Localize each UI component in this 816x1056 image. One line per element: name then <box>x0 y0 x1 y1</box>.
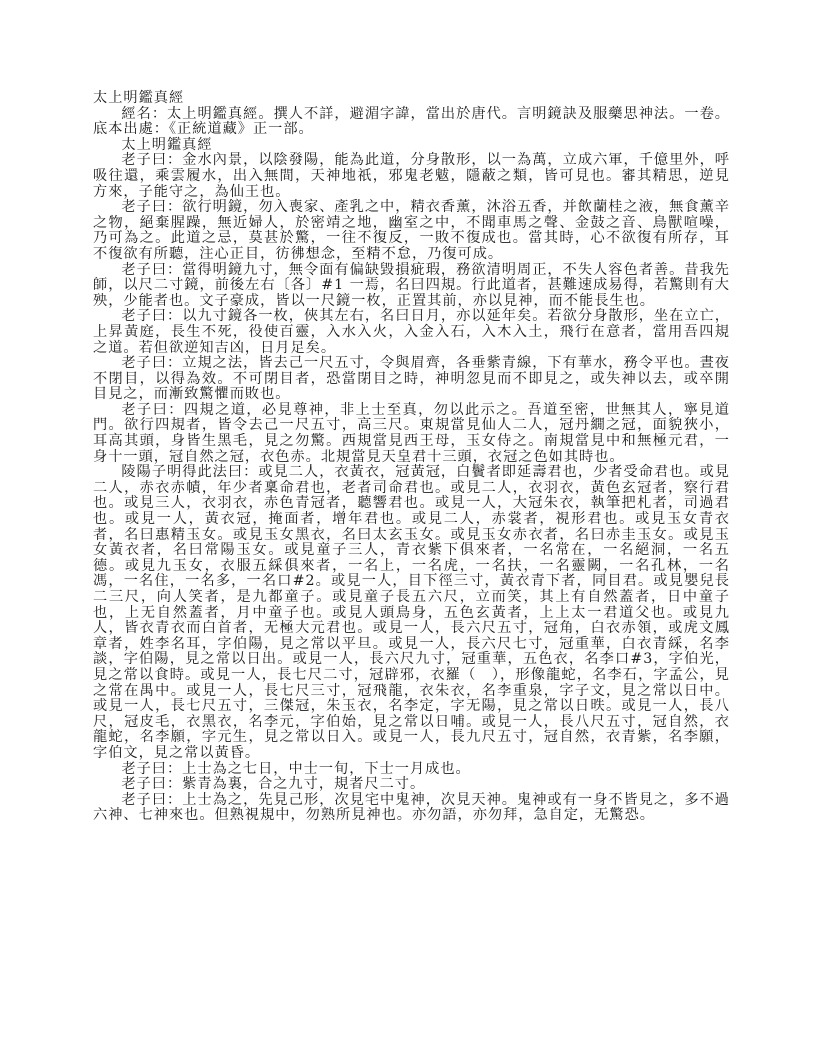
paragraph: 老子曰：以九寸鏡各一枚，俠其左右，名曰日月，亦以延年矣。若欲分身散形，坐在立亡，上昇黃庭，長生不死，役使百靈，入水入火，入金入石，入木入土，飛行在意者，當用吾四規之道。若但欲逆知吉凶，日月足矣。 <box>93 308 730 356</box>
doc-title: 太上明鑑真經 <box>93 90 185 106</box>
paragraph: 老子曰：立規之法，皆去己一尺五寸，令與眉齊，各垂紫青線，下有華水，務令平也。晝夜不閉目，以得為效。不可閉目者，恐當閉目之時，神明忽見而不即見之，或失神以去，或卒開目見之，而漸致驚懼而敗也。 <box>93 355 730 403</box>
paragraph: 老子曰：上士為之，先見己形，次見宅中鬼神，次見天神。鬼神或有一身不皆見之，多不過六神、七神來也。但熟視規中，勿熟所見神也。亦勿語，亦勿拜，急自定，无驚恐。 <box>93 791 730 824</box>
paragraph: 老子曰：金水內景，以陰發陽，能為此道，分身散形，以一為萬，立成六軍，千億里外，呼吸往還，乘雲履水，出入無間，天神地祇，邪鬼老魃，隱蔽之類，皆可見也。審其精思，逆見方來，子能守之，為仙王也。 <box>93 152 730 200</box>
paragraph-subtitle: 太上明鑑真經 <box>121 136 213 153</box>
document-text-block <box>93 91 730 824</box>
paragraph: 老子曰：欲行明鏡，勿入喪家、產乳之中，精衣香薰，沐浴五香，并飲蘭桂之液，無食薰辛之物，絕棄腥躁，無近婦人，於密靖之地，幽室之中，不聞車馬之聲、金鼓之音、鳥獸喧噪，乃可為之。此道之忌，莫甚於驚，一往不復反，一敗不復成也。當其時，心不欲復有所存，耳不復欲有所聽，注心正目，彷彿想念，至精不怠，乃復可成。 <box>93 199 730 262</box>
paragraph: 老子曰：當得明鏡九寸，無令面有偏缺毀損疵瑕，務欲清明周正，不失人容色者善。昔我先師，以尺二寸鏡，前後左右〔各〕#1 一焉，名曰四規。行此道者，甚難速成易得，若驚則有大殃，少能者也。文子豪成，皆以一尺鏡一枚，正置其前，亦以見神，而不能長生也。 <box>93 261 730 309</box>
paragraph: 陵陽子明得此法曰：或見二人，衣黃衣，冠黃冠，白鬢者即延壽君也，少者受命君也。或見二人，赤衣赤幘，年少者稟命君也，老者司命君也。或見二人，衣羽衣，黃色玄冠者，察行君也。或見三人，衣羽衣，赤色青冠者，聽響君也。或見一人，大冠朱衣，執筆把札者，司過君也。或見一人，黃衣冠，掩面者，增年君也。或見二人，赤裳者，視形君也。或見玉女青衣者，名曰惠精玉女。或見玉女黑衣，名曰太玄玉女。或見玉女赤衣者，名曰赤圭玉女。或見玉女黃衣者，名曰常陽玉女。或見童子三人，青衣紫下俱來者，一名常在，一名絕洞，一名五德。或見九玉女，衣服五綵俱來者，一名上，一名虎，一名扶，一名靈闕，一名孔林，一名馮，一名住，一名多，一名口#2。或見一人，目下徑三寸，黃衣青下者，同目君。或見嬰兒長二三尺，向人笑者，是九都童子。或見童子長五六尺，立而笑，其上有自然蓋者，日中童子也，上无自然蓋者，月中童子也。或見人頭鳥身，五色玄黃者，上上太一君道父也。或見九人，皆衣青衣而白首者，无極大元君也。或見一人，長六尺五寸，冠角，白衣赤領，或虎文鳳章者，姓李名耳，字伯陽，見之常以平旦。或見一人，長六尺七寸，冠重華，白衣青綵，名李談，字伯陽，見之常以日出。或見一人，長六尺九寸，冠重華，五色衣，名李口#3，字伯光，見之常以食時。或見一人，長七尺二寸，冠辟邪，衣羅（ ），形像龍蛇，名李石，字孟公，見之常在禺中。或見一人，長七尺三寸，冠飛龍，衣朱衣，名李重泉，字子文，見之常以日中。或見一人，長七尺五寸，三傑冠，朱玉衣，名李定，字无陽，見之常以日昳。或見一人，長八尺，冠皮毛，衣黑衣，名李元，字伯始，見之常以日哺。或見一人，長八尺五寸，冠自然，衣龍蛇，名李願，字元生，見之常以日入。或見一人，長九尺五寸，冠自然，衣青紫，名李願，字伯文，見之常以黃昏。 <box>93 464 730 761</box>
paragraph: 老子曰：紫青為裏，合之九寸，規者尺二寸。 <box>121 776 426 793</box>
paragraph: 老子曰：四規之道，必見尊神，非上士至真，勿以此示之。吾道至密，世無其人，寧見道門。欲行四規者，皆令去己一尺五寸，高三尺。東規當見仙人二人，冠丹繝之冠，面貌狹小，耳高其頭，身皆生黑毛，見之勿驚。西規當見西王母，玉女侍之。南規當見中和無極元君，一身十一頭，冠自然之冠，衣色赤。北規當見天皇君十三頭，衣冠之色如其時也。 <box>93 401 730 465</box>
paragraph-colophon: 經名：太上明鑑真經。撰人不詳，避湄字諱，當出於唐代。言明鏡訣及服藥思神法。一卷。底本出處：《正統道藏》正一部。 <box>93 105 730 138</box>
paragraph: 老子曰：上士為之七日，中士一旬，下士一月成也。 <box>121 760 471 777</box>
